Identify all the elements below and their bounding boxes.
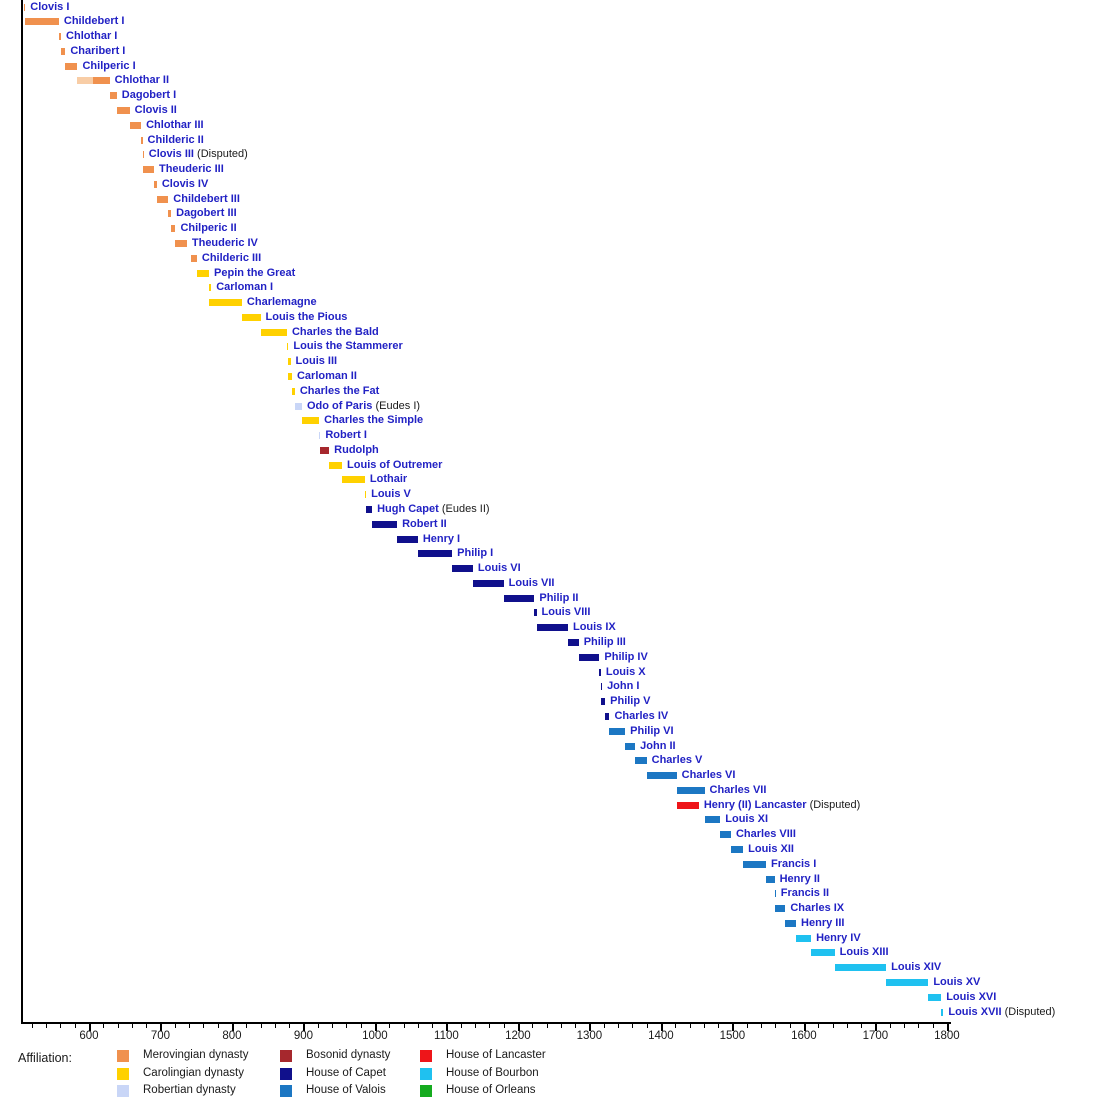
- axis-tick-label: 900: [293, 1030, 314, 1042]
- king-label: [402, 518, 447, 531]
- axis-minor-tick: [475, 1024, 476, 1028]
- king-label: [214, 267, 295, 280]
- reign-bar: [625, 743, 635, 750]
- king-name: Henry I: [422, 532, 461, 545]
- reign-bar: [288, 373, 292, 380]
- reign-bar: [796, 935, 811, 942]
- king-label: [614, 710, 668, 723]
- axis-tick-label: 1800: [934, 1030, 960, 1042]
- king-name: Philip II: [539, 591, 579, 604]
- legend-color-swatch: [280, 1050, 292, 1062]
- king-name: Theuderic III: [158, 163, 224, 176]
- king-label: [202, 252, 261, 265]
- reign-bar: [143, 166, 154, 173]
- king-name: Dagobert III: [176, 207, 237, 220]
- king-label: [149, 148, 248, 161]
- king-label: [296, 355, 338, 368]
- king-label: [30, 1, 69, 14]
- king-name: Lothair: [369, 473, 408, 486]
- king-name: Louis XVI: [946, 990, 997, 1003]
- axis-minor-tick: [75, 1024, 76, 1028]
- king-name: Louis XIV: [891, 961, 942, 974]
- king-label: [542, 606, 591, 619]
- reign-bar: [941, 1009, 943, 1016]
- axis-minor-tick: [289, 1024, 290, 1028]
- reign-bar: [329, 462, 342, 469]
- king-label: [377, 503, 489, 516]
- king-name: Louis XI: [725, 813, 769, 826]
- legend-color-swatch: [420, 1085, 432, 1097]
- king-label: [148, 134, 204, 147]
- reign-bar: [320, 447, 329, 454]
- king-label: [780, 873, 820, 886]
- reign-bar: [197, 270, 209, 277]
- king-name: Philip IV: [604, 650, 648, 663]
- king-name: Philip III: [583, 636, 626, 649]
- reign-bar: [647, 772, 677, 779]
- king-label: [176, 207, 237, 220]
- reign-bar: [110, 92, 117, 99]
- king-name: Clovis IV: [161, 177, 209, 190]
- legend-label: House of Orleans: [446, 1084, 536, 1096]
- king-label: [180, 222, 236, 235]
- reign-bar: [130, 122, 141, 129]
- reign-bar: [635, 757, 646, 764]
- reign-bar: [77, 77, 93, 84]
- axis-minor-tick: [761, 1024, 762, 1028]
- king-label: [478, 562, 521, 575]
- king-name: Dagobert I: [121, 89, 177, 102]
- king-name: Childebert I: [63, 15, 125, 28]
- king-name: Pepin the Great: [214, 266, 296, 279]
- king-name: Louis the Stammerer: [293, 340, 403, 353]
- reign-bar: [319, 432, 320, 439]
- king-label: [710, 784, 767, 797]
- king-name: Charles the Fat: [299, 384, 380, 397]
- king-name: Louis the Pious: [265, 310, 348, 323]
- axis-tick-label: 1700: [862, 1030, 889, 1042]
- axis-tick-label: 1600: [791, 1030, 817, 1042]
- king-suffix: (Disputed): [806, 798, 861, 811]
- reign-bar: [731, 846, 743, 853]
- reign-bar: [835, 964, 886, 971]
- king-label: [801, 917, 844, 930]
- king-label: [371, 488, 411, 501]
- reign-bar: [287, 343, 288, 350]
- reign-bar: [191, 255, 197, 262]
- axis-tick-label: 1400: [648, 1030, 674, 1042]
- king-label: [82, 60, 135, 73]
- king-label: [790, 902, 844, 915]
- axis-minor-tick: [690, 1024, 691, 1028]
- reign-bar: [372, 521, 397, 528]
- axis-tick-label: 1500: [719, 1030, 746, 1042]
- axis-minor-tick: [146, 1024, 147, 1028]
- axis-minor-tick: [575, 1024, 576, 1028]
- king-label: [891, 961, 941, 974]
- reign-bar: [473, 580, 504, 587]
- king-name: Louis VIII: [541, 606, 591, 619]
- king-label: [135, 104, 177, 117]
- king-name: Clovis I: [30, 0, 70, 13]
- king-name: Childeric III: [201, 251, 262, 264]
- legend-color-swatch: [117, 1050, 129, 1062]
- reign-bar: [568, 639, 579, 646]
- king-name: Charles the Simple: [324, 414, 424, 427]
- king-name: Chlothar I: [66, 30, 118, 43]
- king-name: Henry IV: [816, 931, 861, 944]
- king-name: John I: [607, 680, 640, 693]
- king-name: Charibert I: [70, 44, 126, 57]
- legend-label: Robertian dynasty: [143, 1084, 236, 1096]
- reign-bar: [154, 181, 157, 188]
- king-name: Louis IX: [572, 621, 616, 634]
- king-label: [192, 237, 258, 250]
- reign-bar: [157, 196, 168, 203]
- king-name: Philip V: [610, 695, 651, 708]
- king-suffix: (Eudes II): [438, 503, 490, 516]
- king-label: [539, 592, 578, 605]
- king-label: [736, 828, 796, 841]
- king-label: [247, 296, 317, 309]
- king-name: Louis XII: [748, 842, 794, 855]
- reign-bar: [302, 417, 319, 424]
- axis-minor-tick: [604, 1024, 605, 1028]
- reign-bar: [743, 861, 766, 868]
- king-name: Louis XIII: [839, 946, 889, 959]
- king-name: Hugh Capet: [377, 503, 439, 516]
- axis-minor-tick: [704, 1024, 705, 1028]
- axis-minor-tick: [189, 1024, 190, 1028]
- king-label: [946, 991, 996, 1004]
- king-label: [324, 414, 423, 427]
- king-name: Chlothar III: [146, 118, 204, 131]
- king-label: [652, 754, 703, 767]
- reign-bar: [25, 18, 59, 25]
- king-name: Childeric II: [147, 133, 204, 146]
- king-label: [159, 163, 224, 176]
- axis-minor-tick: [32, 1024, 33, 1028]
- king-label: [948, 1006, 1055, 1019]
- king-name: Charles IX: [790, 902, 845, 915]
- axis-minor-tick: [389, 1024, 390, 1028]
- king-label: [300, 385, 379, 398]
- king-name: Louis V: [371, 488, 411, 501]
- reign-bar: [65, 63, 77, 70]
- king-label: [509, 577, 555, 590]
- king-name: Odo of Paris: [306, 399, 373, 412]
- king-name: Francis II: [780, 887, 830, 900]
- king-name: Charles IV: [614, 709, 669, 722]
- king-label: [573, 621, 616, 634]
- reign-bar: [705, 816, 721, 823]
- legend-label: Merovingian dynasty: [143, 1049, 249, 1061]
- king-label: [630, 725, 673, 738]
- reign-bar: [766, 876, 775, 883]
- reign-bar: [452, 565, 473, 572]
- legend-color-swatch: [280, 1085, 292, 1097]
- reign-bar: [261, 329, 287, 336]
- king-label: [457, 547, 493, 560]
- axis-minor-tick: [118, 1024, 119, 1028]
- axis-minor-tick: [46, 1024, 47, 1028]
- reign-bar: [288, 358, 290, 365]
- legend-title: Affiliation:: [18, 1051, 72, 1065]
- king-label: [606, 666, 646, 679]
- reign-bar: [601, 683, 602, 690]
- reign-bar: [677, 802, 699, 809]
- axis-minor-tick: [632, 1024, 633, 1028]
- legend-label: House of Capet: [306, 1066, 386, 1079]
- reign-bar: [242, 314, 261, 321]
- legend-color-swatch: [280, 1068, 292, 1080]
- king-label: [816, 932, 861, 945]
- axis-minor-tick: [718, 1024, 719, 1028]
- king-name: Chlothar II: [114, 74, 170, 87]
- king-name: Rudolph: [334, 443, 379, 456]
- reign-bar: [397, 536, 418, 543]
- axis-minor-tick: [890, 1024, 891, 1028]
- king-name: Charles VIII: [735, 828, 796, 841]
- reign-bar: [418, 550, 452, 557]
- reign-bar: [886, 979, 928, 986]
- king-name: Philip VI: [630, 724, 674, 737]
- reign-bar: [175, 240, 186, 247]
- axis-tick-label: 600: [79, 1030, 99, 1042]
- legend-label: Bosonid dynasty: [306, 1049, 391, 1061]
- axis-minor-tick: [561, 1024, 562, 1028]
- axis-minor-tick: [918, 1024, 919, 1028]
- king-label: [146, 119, 203, 132]
- legend-color-swatch: [420, 1068, 432, 1080]
- axis-minor-tick: [332, 1024, 333, 1028]
- reign-bar: [141, 137, 142, 144]
- king-name: Louis XVII: [948, 1005, 1002, 1018]
- king-label: [64, 15, 125, 28]
- reign-bar: [61, 48, 65, 55]
- king-label: [933, 976, 980, 989]
- axis-minor-tick: [60, 1024, 61, 1028]
- king-label: [70, 45, 125, 58]
- king-label: [122, 89, 176, 102]
- axis-tick-label: 1100: [434, 1030, 459, 1042]
- king-name: Louis III: [295, 355, 338, 368]
- king-label: [325, 429, 367, 442]
- reign-bar: [785, 920, 796, 927]
- king-name: Louis VI: [477, 562, 521, 575]
- reign-bar: [775, 905, 785, 912]
- axis-minor-tick: [775, 1024, 776, 1028]
- king-label: [607, 680, 639, 693]
- axis-minor-tick: [175, 1024, 176, 1028]
- reign-bar: [209, 299, 242, 306]
- axis-tick-label: 1200: [505, 1030, 531, 1042]
- axis-minor-tick: [861, 1024, 862, 1028]
- king-name: Carloman I: [216, 281, 274, 294]
- axis-minor-tick: [132, 1024, 133, 1028]
- axis-minor-tick: [790, 1024, 791, 1028]
- king-label: [66, 30, 117, 43]
- reign-bar: [928, 994, 941, 1001]
- axis-minor-tick: [747, 1024, 748, 1028]
- king-label: [771, 858, 816, 871]
- reign-bar: [168, 210, 171, 217]
- reign-bar: [59, 33, 61, 40]
- king-name: Clovis III: [148, 148, 194, 161]
- king-name: Henry III: [801, 916, 845, 929]
- reign-bar: [143, 151, 144, 158]
- king-label: [584, 636, 626, 649]
- axis-minor-tick: [647, 1024, 648, 1028]
- king-label: [307, 400, 420, 413]
- axis-minor-tick: [404, 1024, 405, 1028]
- y-axis-line: [21, 0, 23, 1023]
- axis-minor-tick: [904, 1024, 905, 1028]
- legend-label: House of Bourbon: [446, 1066, 539, 1079]
- king-label: [704, 799, 861, 812]
- king-name: Childebert III: [173, 192, 240, 205]
- axis-minor-tick: [618, 1024, 619, 1028]
- reign-bar: [24, 4, 25, 11]
- king-label: [266, 311, 348, 324]
- legend-label: Carolingian dynasty: [143, 1066, 245, 1079]
- king-name: Francis I: [771, 857, 817, 870]
- king-label: [162, 178, 208, 191]
- axis-minor-tick: [275, 1024, 276, 1028]
- king-suffix: (Disputed): [194, 148, 248, 161]
- king-name: Charles VII: [709, 783, 767, 796]
- reign-bar: [292, 388, 295, 395]
- axis-minor-tick: [461, 1024, 462, 1028]
- king-label: [297, 370, 357, 383]
- axis-minor-tick: [103, 1024, 104, 1028]
- axis-minor-tick: [203, 1024, 204, 1028]
- king-name: Charles VI: [681, 769, 736, 782]
- axis-minor-tick: [432, 1024, 433, 1028]
- reign-bar: [601, 698, 605, 705]
- axis-minor-tick: [318, 1024, 319, 1028]
- axis-minor-tick: [547, 1024, 548, 1028]
- king-label: [423, 533, 460, 546]
- king-name: Charles V: [651, 754, 703, 767]
- reign-bar: [93, 77, 109, 84]
- king-suffix: (Eudes I): [372, 399, 421, 412]
- king-name: Carloman II: [296, 370, 357, 382]
- axis-minor-tick: [532, 1024, 533, 1028]
- king-name: Louis XV: [933, 975, 981, 988]
- king-name: Robert II: [402, 517, 447, 530]
- reign-bar: [504, 595, 535, 602]
- king-label: [640, 740, 675, 753]
- king-label: [292, 326, 379, 339]
- king-label: [610, 695, 650, 708]
- legend-color-swatch: [420, 1050, 432, 1062]
- reign-bar: [609, 728, 625, 735]
- king-name: Henry II: [779, 872, 820, 885]
- reign-bar: [537, 624, 568, 631]
- king-name: Chilperic I: [82, 59, 136, 72]
- reign-bar: [295, 403, 302, 410]
- king-name: Theuderic IV: [191, 236, 258, 249]
- reign-bar: [366, 506, 372, 513]
- king-label: [115, 74, 169, 87]
- axis-minor-tick: [504, 1024, 505, 1028]
- legend-label: House of Valois: [306, 1084, 386, 1096]
- reign-bar: [534, 609, 536, 616]
- king-name: Louis X: [605, 665, 646, 678]
- legend-color-swatch: [117, 1068, 129, 1080]
- reign-bar: [605, 713, 609, 720]
- axis-minor-tick: [346, 1024, 347, 1028]
- king-label: [781, 887, 829, 900]
- king-label: [334, 444, 379, 457]
- king-name: Chilperic II: [180, 222, 237, 235]
- king-label: [725, 813, 768, 826]
- axis-minor-tick: [675, 1024, 676, 1028]
- axis-minor-tick: [418, 1024, 419, 1028]
- axis-tick-label: 800: [222, 1030, 242, 1042]
- king-name: Robert I: [325, 429, 367, 442]
- reign-bar: [811, 949, 835, 956]
- king-label: [682, 769, 736, 782]
- king-name: Charles the Bald: [291, 325, 379, 338]
- axis-tick-label: 700: [150, 1030, 171, 1042]
- axis-minor-tick: [261, 1024, 262, 1028]
- reign-bar: [117, 107, 130, 114]
- reign-bar: [599, 669, 600, 676]
- king-label: [370, 473, 407, 486]
- king-label: [748, 843, 794, 856]
- king-name: John II: [640, 739, 676, 752]
- axis-minor-tick: [489, 1024, 490, 1028]
- axis-minor-tick: [933, 1024, 934, 1028]
- king-name: Clovis II: [134, 103, 177, 116]
- king-name: Charlemagne: [246, 296, 317, 309]
- king-label: [604, 651, 647, 664]
- king-label: [293, 340, 402, 353]
- axis-minor-tick: [833, 1024, 834, 1028]
- axis-minor-tick: [246, 1024, 247, 1028]
- reign-bar: [677, 787, 705, 794]
- reign-bar: [775, 890, 776, 897]
- axis-tick-label: 1000: [362, 1030, 388, 1042]
- king-label: [173, 193, 240, 206]
- king-label: [840, 946, 889, 959]
- reign-bar: [342, 476, 365, 483]
- axis-minor-tick: [818, 1024, 819, 1028]
- legend-label: House of Lancaster: [446, 1049, 546, 1061]
- axis-minor-tick: [218, 1024, 219, 1028]
- reign-bar: [365, 491, 366, 498]
- axis-minor-tick: [847, 1024, 848, 1028]
- king-suffix: (Disputed): [1001, 1005, 1056, 1018]
- king-name: Henry (II) Lancaster: [703, 798, 807, 811]
- king-name: Louis VII: [508, 576, 555, 589]
- king-label: [347, 459, 442, 472]
- reign-bar: [579, 654, 600, 661]
- king-name: Louis of Outremer: [347, 458, 443, 471]
- legend-color-swatch: [117, 1085, 129, 1097]
- king-label: [216, 281, 273, 294]
- reign-bar: [209, 284, 211, 291]
- axis-minor-tick: [361, 1024, 362, 1028]
- reign-bar: [171, 225, 175, 232]
- reign-bar: [720, 831, 731, 838]
- king-name: Philip I: [457, 547, 494, 560]
- axis-tick-label: 1300: [576, 1030, 603, 1042]
